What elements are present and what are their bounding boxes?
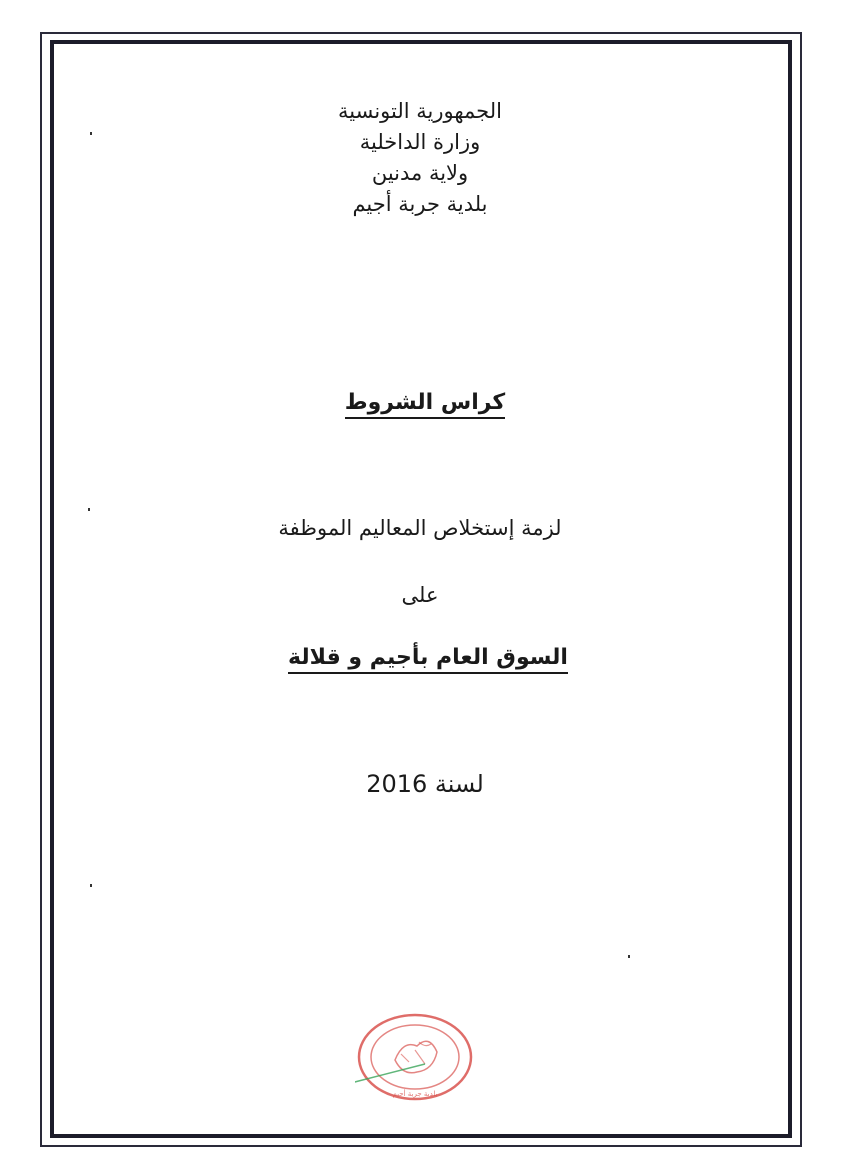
scan-speck bbox=[90, 884, 92, 887]
header-governorate: ولاية مدنين bbox=[371, 161, 469, 185]
document-year: لسنة 2016 bbox=[366, 770, 484, 798]
market-name-text: السوق العام بأجيم و قلالة bbox=[288, 645, 568, 674]
document-subject: لزمة إستخلاص المعاليم الموظفة bbox=[278, 516, 562, 540]
document-title bbox=[0, 390, 850, 415]
official-header bbox=[0, 96, 845, 220]
market-name bbox=[3, 645, 850, 670]
scan-speck bbox=[90, 132, 92, 135]
header-republic: الجمهورية التونسية bbox=[338, 99, 502, 123]
connector-word: على bbox=[401, 583, 439, 607]
header-municipality: بلدية جربة أجيم bbox=[352, 192, 488, 216]
scan-speck bbox=[88, 508, 90, 511]
document-title-text: كراس الشروط bbox=[345, 390, 505, 419]
official-seal-icon bbox=[355, 1012, 479, 1102]
header-ministry: وزارة الداخلية bbox=[359, 130, 481, 154]
scan-speck bbox=[628, 955, 630, 958]
seal-text: بلدية جربة أجيم bbox=[392, 1090, 438, 1098]
